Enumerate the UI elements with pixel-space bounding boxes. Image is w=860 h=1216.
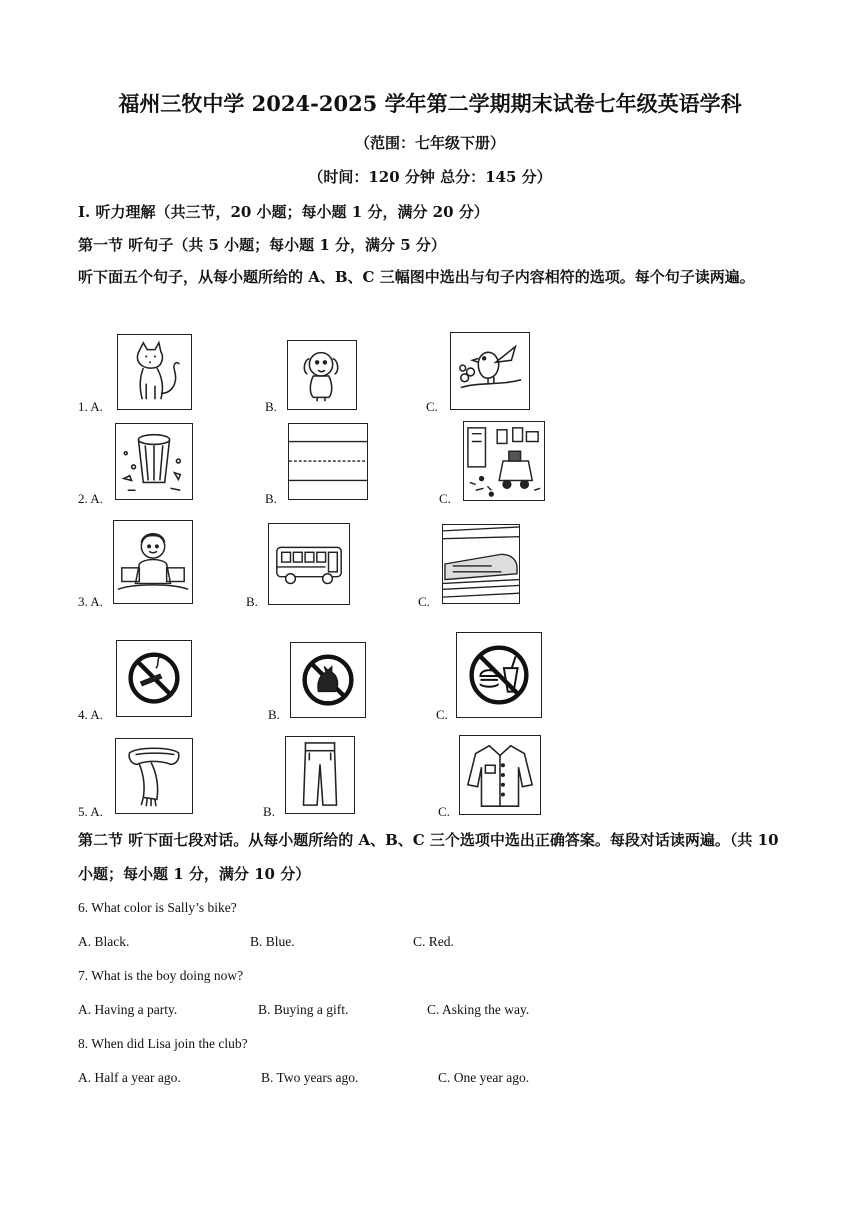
q7-option-c[interactable]: C. Asking the way. [427, 1002, 530, 1017]
scarf-icon [115, 738, 193, 814]
q2-label-a: 2. A. [78, 491, 103, 506]
q5-label-c: C. [438, 804, 450, 819]
train-icon [442, 524, 520, 604]
exam-title: 福州三牧中学 2024-2025 学年第二学期期末试卷七年级英语学科 [118, 91, 742, 116]
no-food-drink-icon [456, 632, 542, 718]
q8-option-b[interactable]: B. Two years ago. [261, 1070, 359, 1085]
q8-option-c[interactable]: C. One year ago. [438, 1070, 530, 1085]
girl-reading-icon [113, 520, 193, 604]
section1-heading: 第一节 听句子（共 5 小题；每小题 1 分，满分 5 分） [78, 236, 446, 254]
q5-label-a: 5. A. [78, 804, 103, 819]
part1-heading: Ⅰ. 听力理解（共三节，20 小题；每小题 1 分，满分 20 分） [78, 203, 489, 221]
q1-label-c: C. [426, 399, 438, 414]
no-pets-icon [290, 642, 366, 718]
q4-label-c: C. [436, 707, 448, 722]
q6-option-c[interactable]: C. Red. [413, 934, 454, 949]
q8-text: 8. When did Lisa join the club? [78, 1036, 248, 1051]
q6-option-a[interactable]: A. Black. [78, 934, 130, 949]
q3-label-c: C. [418, 594, 430, 609]
dog-icon [287, 340, 357, 410]
no-smoking-icon [116, 640, 192, 717]
q7-option-b[interactable]: B. Buying a gift. [258, 1002, 349, 1017]
messy-cup-icon [115, 423, 193, 500]
cat-icon [117, 334, 192, 410]
shirt-icon [459, 735, 541, 815]
q2-label-c: C. [439, 491, 451, 506]
q4-label-b: B. [268, 707, 280, 722]
section2-heading: 第二节 听下面七段对话。从每小题所给的 A、B、C 三个选项中选出正确答案。每段对话读两遍。（共 10 小题；每小题 1 分，满分 10 分） [78, 831, 779, 883]
trousers-icon [285, 736, 355, 814]
q1-label-b: B. [265, 399, 277, 414]
q7-text: 7. What is the boy doing now? [78, 968, 244, 983]
folded-paper-icon [288, 423, 368, 500]
q1-label-a: 1. A. [78, 399, 103, 414]
bus-icon [268, 523, 350, 605]
q4-label-a: 4. A. [78, 707, 103, 722]
bird-icon [450, 332, 530, 410]
q5-label-b: B. [263, 804, 275, 819]
q7-option-a[interactable]: A. Having a party. [78, 1002, 178, 1017]
exam-scope: （范围：七年级下册） [354, 134, 505, 152]
exam-time: （时间：120 分钟 总分：145 分） [308, 168, 552, 186]
q6-option-b[interactable]: B. Blue. [250, 934, 295, 949]
q2-label-b: B. [265, 491, 277, 506]
q8-option-a[interactable]: A. Half a year ago. [78, 1070, 181, 1085]
section1-instruction: 听下面五个句子，从每小题所给的 A、B、C 三幅图中选出与句子内容相符的选项。每个句子读两遍。 [78, 268, 755, 286]
messy-room-icon [463, 421, 545, 501]
q3-label-a: 3. A. [78, 594, 103, 609]
q6-text: 6. What color is Sally’s bike? [78, 900, 237, 915]
q3-label-b: B. [246, 594, 258, 609]
